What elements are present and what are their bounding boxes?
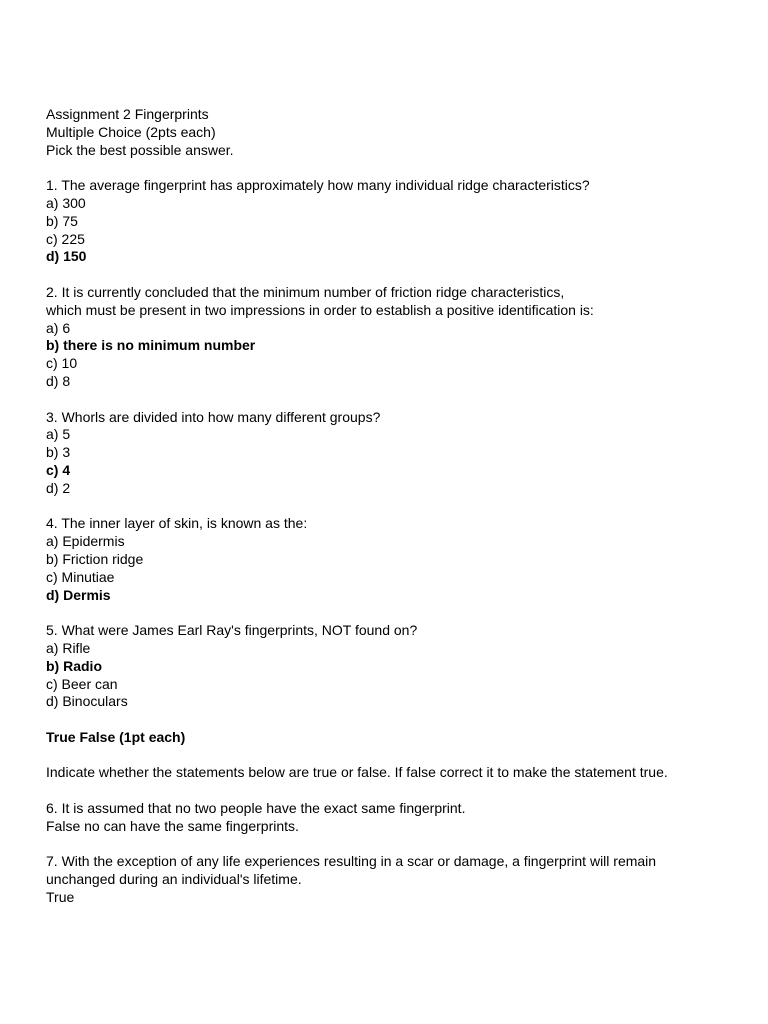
answer-option: b) Friction ridge	[46, 550, 144, 567]
question-block	[46, 284, 736, 391]
section-label: Multiple Choice (2pts each)	[46, 123, 216, 140]
true-false-heading: True False (1pt each)	[46, 728, 186, 745]
spacer	[46, 604, 736, 622]
answer-option: a) 5	[46, 426, 71, 443]
true-false-instruction: Indicate whether the statements below are true or false. If false correct it to make the statement true.	[46, 764, 668, 781]
question-block	[46, 622, 736, 711]
spacer	[46, 266, 736, 284]
answer-option: a) 300	[46, 194, 86, 211]
multiple-choice-questions	[46, 177, 736, 729]
answer-option: c) Beer can	[46, 675, 118, 692]
answer-option-correct: b) Radio	[46, 657, 102, 674]
statement-text: unchanged during an individual's lifetime.	[46, 871, 302, 888]
answer-option-correct: c) 4	[46, 461, 71, 478]
statement-answer: False no can have the same fingerprints.	[46, 817, 299, 834]
document-header	[46, 106, 736, 159]
question-text: 5. What were James Earl Ray's fingerprints, NOT found on?	[46, 622, 418, 639]
answer-option: b) 75	[46, 212, 78, 229]
question-text: 1. The average fingerprint has approximately how many individual ridge characteristics?	[46, 177, 590, 194]
true-false-item	[46, 800, 736, 836]
answer-option: d) Binoculars	[46, 693, 128, 710]
question-block	[46, 515, 736, 604]
question-text: 3. Whorls are divided into how many different groups?	[46, 408, 381, 425]
true-false-section	[46, 729, 736, 907]
spacer	[46, 747, 736, 765]
answer-option: c) 225	[46, 230, 85, 247]
spacer	[46, 391, 736, 409]
statement-text: 7. With the exception of any life experiences resulting in a scar or damage, a fingerprint will remain	[46, 853, 657, 870]
answer-option: c) Minutiae	[46, 568, 115, 585]
assignment-title: Assignment 2 Fingerprints	[46, 106, 209, 122]
answer-option: c) 10	[46, 355, 78, 372]
answer-option-correct: d) 150	[46, 248, 87, 265]
answer-option: d) 8	[46, 372, 71, 389]
true-false-item	[46, 853, 736, 906]
answer-option-correct: b) there is no minimum number	[46, 337, 256, 354]
answer-option-correct: d) Dermis	[46, 586, 111, 603]
answer-option: b) 3	[46, 444, 71, 461]
answer-option: a) Epidermis	[46, 533, 125, 550]
question-text: which must be present in two impressions in order to establish a positive identification is:	[46, 301, 594, 318]
true-false-items	[46, 800, 736, 907]
statement-text: 6. It is assumed that no two people have the exact same fingerprint.	[46, 800, 466, 817]
question-block	[46, 177, 736, 266]
question-block	[46, 409, 736, 498]
spacer	[46, 498, 736, 516]
answer-option: a) 6	[46, 319, 71, 336]
spacer	[46, 711, 736, 729]
statement-answer: True	[46, 889, 75, 906]
answer-option: a) Rifle	[46, 639, 91, 656]
document-page	[46, 106, 736, 907]
spacer	[46, 836, 736, 854]
question-text: 2. It is currently concluded that the minimum number of friction ridge characteristics,	[46, 283, 565, 300]
instruction-text: Pick the best possible answer.	[46, 141, 234, 158]
question-text: 4. The inner layer of skin, is known as the:	[46, 515, 308, 532]
spacer	[46, 782, 736, 800]
spacer	[46, 159, 736, 177]
answer-option: d) 2	[46, 479, 71, 496]
